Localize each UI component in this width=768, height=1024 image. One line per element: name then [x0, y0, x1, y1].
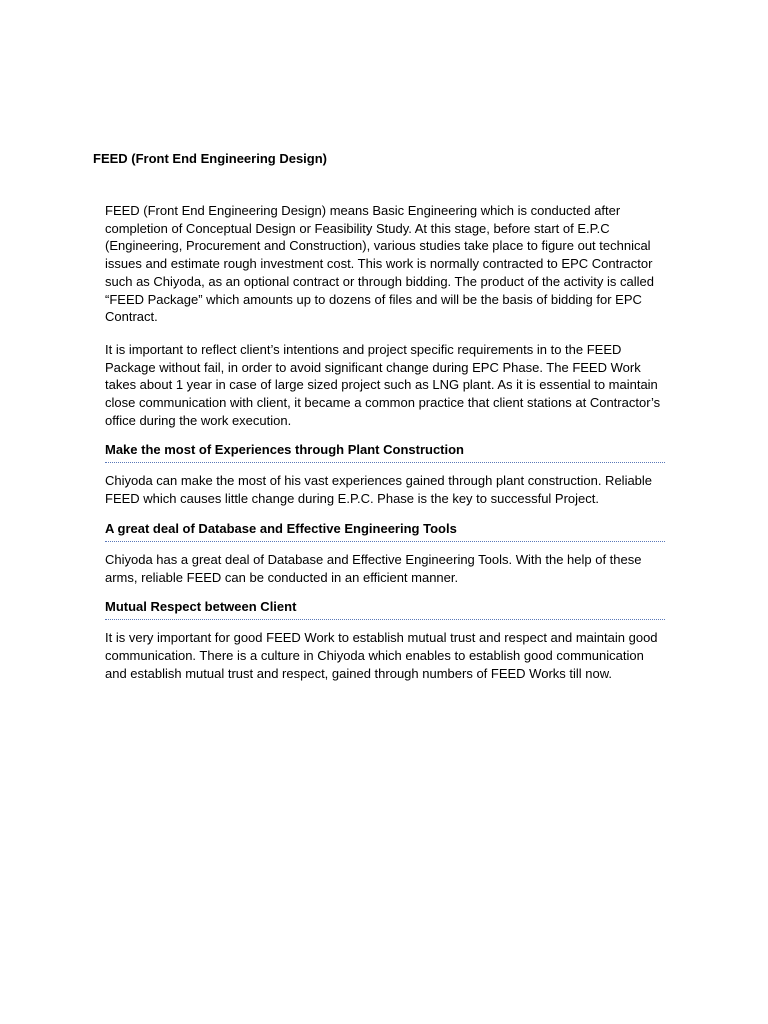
section-paragraph: Chiyoda can make the most of his vast experiences gained through plant construction. Reliable FEED which causes little change during E.P.C. Phase is the key to successful Project. — [105, 473, 653, 507]
document-body — [105, 202, 665, 682]
intro-paragraph-1: FEED (Front End Engineering Design) means Basic Engineering which is conducted after completion of Conceptual Design or Feasibility Study. At this stage, before start of E.P.C (Engineering, Procurement and Construction), various studies take place to figure out technical issues and estimate rough investment cost. This work is normally contracted to EPC Contractor such as Chiyoda, as an optional contract or through bidding. The product of the activity is called “FEED Package” which amounts up to dozens of files and will be the basis of bidding for EPC Contract. — [105, 203, 654, 325]
intro-paragraph-2: It is important to reflect client’s intentions and project specific requirements in to the FEED Package without fail, in order to avoid significant change during EPC Phase. The FEED Work takes about 1 year in case of large sized project such as LNG plant. As it is essential to maintain close communication with client, it became a common practice that client stations at Contractor’s office during the work execution. — [105, 341, 661, 428]
section-experiences — [105, 441, 665, 507]
section-paragraph: Chiyoda has a great deal of Database and Effective Engineering Tools. With the help of these arms, reliable FEED can be conducted in an efficient manner. — [105, 551, 642, 585]
section-paragraph: It is very important for good FEED Work to establish mutual trust and respect and maintain good communication. There is a culture in Chiyoda which enables to establish good communication and establish mutual trust and respect, gained through numbers of FEED Works till now. — [105, 630, 658, 681]
document-title: FEED (Front End Engineering Design) — [93, 151, 327, 166]
section-heading: A great deal of Database and Effective Engineering Tools — [105, 520, 665, 542]
section-heading: Make the most of Experiences through Plant Construction — [105, 441, 665, 463]
section-database-tools — [105, 520, 665, 586]
section-heading: Mutual Respect between Client — [105, 598, 665, 620]
section-mutual-respect — [105, 598, 665, 682]
